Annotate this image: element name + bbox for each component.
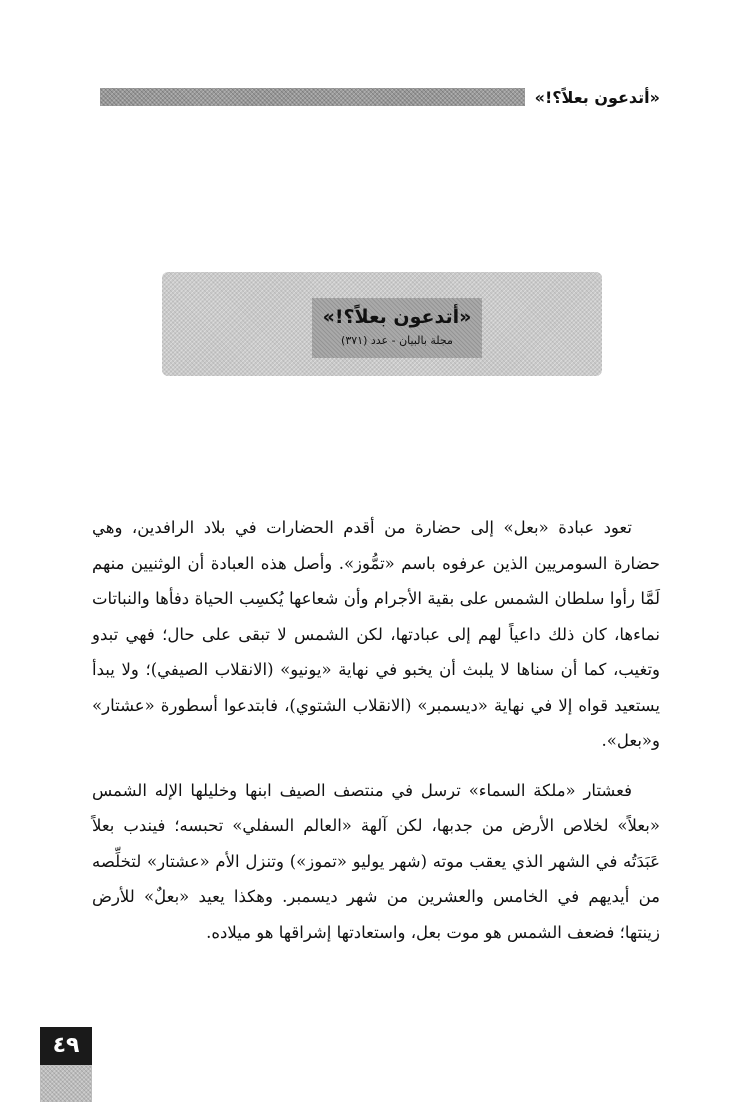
chapter-title-box [162, 272, 602, 376]
paragraph-1: تعود عبادة «بعل» إلى حضارة من أقدم الحضارات في بلاد الرافدين، وهي حضارة السومريين الذين عرفوه باسم «تمُّوز». وأصل هذه العبادة أن الوثنيين منهم لَمَّا رأوا سلطان الشمس على بقية الأجرام وأن شعاعها يُكسِب الحياة دفأها والنباتات نماءها، كان ذلك داعياً لهم إلى عبادتها، لكن الشمس لا تبقى على حال؛ فهي تبدو وتغيب، كما أن سناها لا يلبث أن يخبو في نهاية «يونيو» (الانقلاب الصيفي)؛ ولا يبدأ يستعيد قواه إلا في نهاية «ديسمبر» (الانقلاب الشتوي)، فابتدعوا أسطورة «عشتار» و«بعل». [92, 518, 660, 750]
header-title: «أتدعون بعلاً؟!» [534, 87, 660, 107]
header-decorative-bar [100, 88, 525, 106]
page-number-tab [40, 1027, 92, 1102]
page-number: ٤٩ [40, 1027, 92, 1065]
paragraph-2: فعشتار «ملكة السماء» ترسل في منتصف الصيف ابنها وخليلها الإله الشمس «بعلاً» لخلاص الأرض من جدبها، لكن آلهة «العالم السفلي» تحبسه؛ فيندب بعلاً عَبَدَتُه في الشهر الذي يعقب موته (شهر يوليو «تموز») وتنزل الأم «عشتار» لتخلِّصه من أيديهم في الخامس والعشرين من شهر ديسمبر. وهكذا يعيد «بعلٌ» للأرض زينتها؛ فضعف الشمس هو موت بعل، واستعادتها إشراقها هو ميلاده. [92, 780, 660, 942]
running-header [100, 84, 660, 110]
body-text [92, 510, 660, 950]
chapter-title-panel [312, 298, 482, 358]
chapter-title: «أتدعون بعلاً؟!» [322, 306, 472, 328]
chapter-source: مجلة بالبيان - عدد (٣٧١) [341, 334, 453, 347]
